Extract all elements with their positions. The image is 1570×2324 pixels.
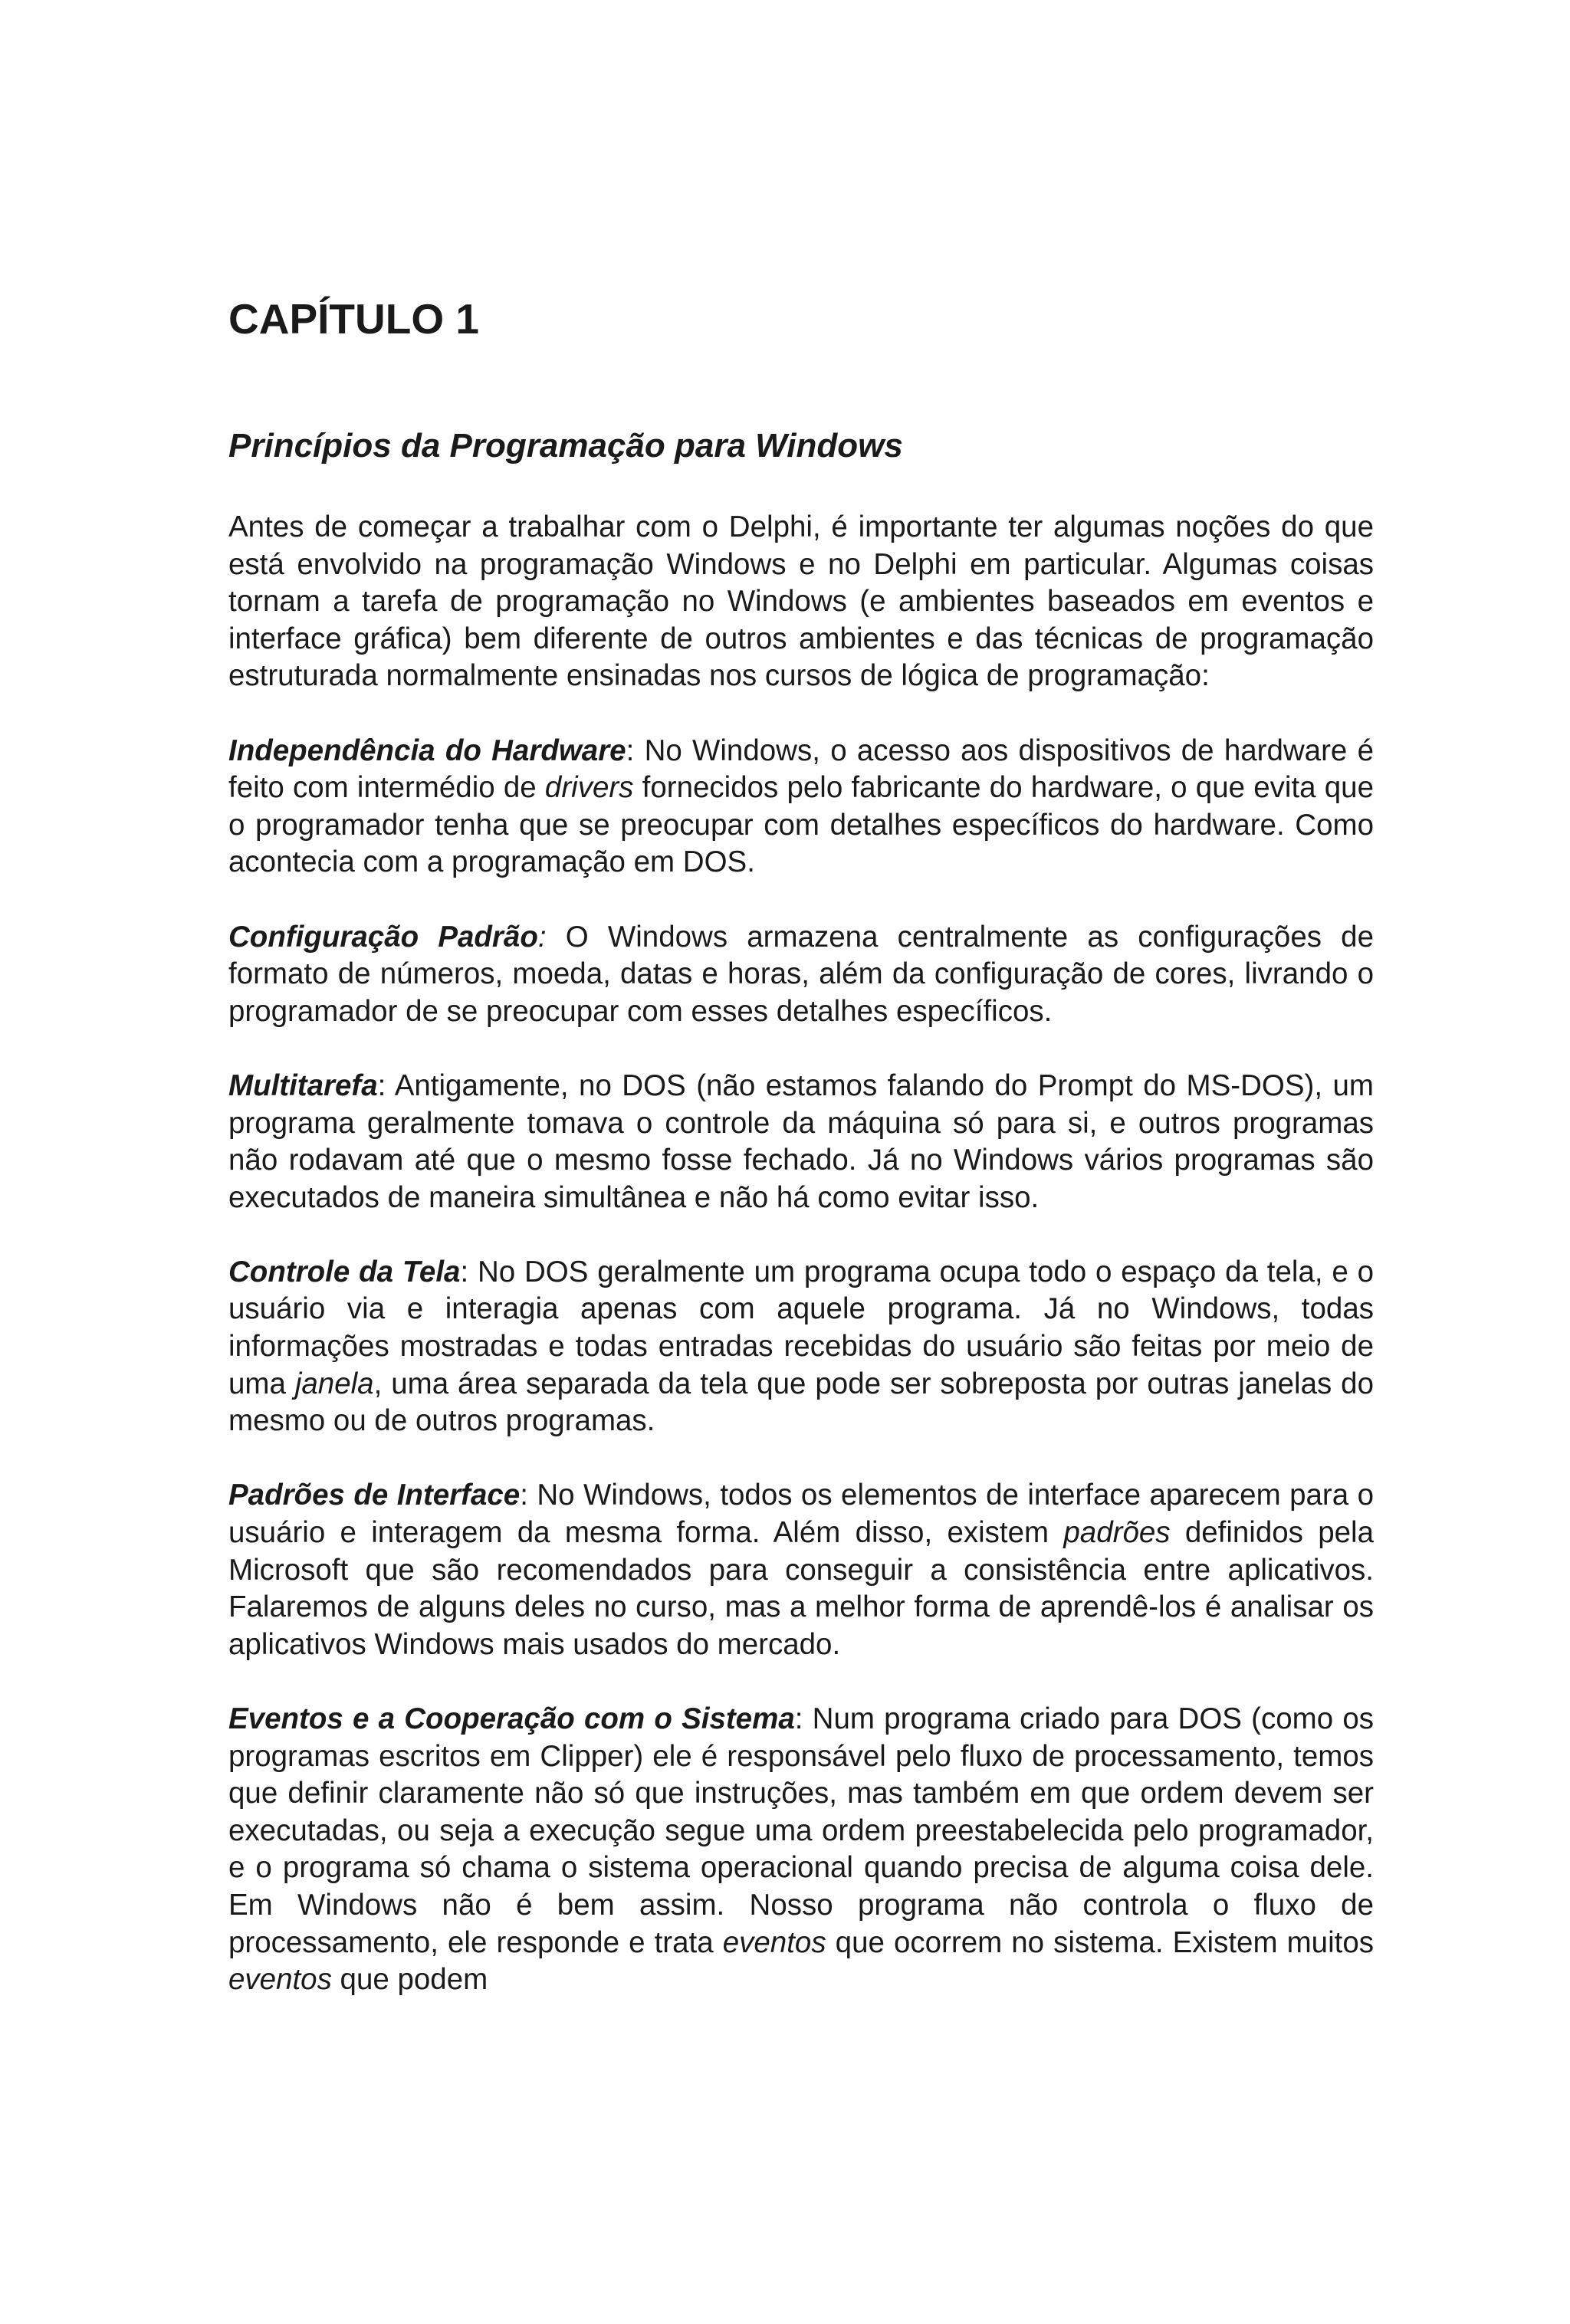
emphasis-drivers: drivers — [544, 771, 634, 805]
term-configuracao-padrao: Configuração Padrão — [228, 920, 538, 954]
paragraph-text: No Windows, o acesso aos dispositivos de hardware é feito com intermédio de — [228, 734, 1375, 805]
paragraph-controle-tela — [228, 1254, 1374, 1440]
intro-paragraph: Antes de começar a trabalhar com o Delphi, é importante ter algumas noções do que está envolvido na programação Windows e no Delphi em particular. Algumas coisas tornam a tarefa de programação no Windows (e ambientes baseados em eventos e interface gráfica) bem diferente de outros ambientes e das técnicas de programação estruturada normalmente ensinadas nos cursos de lógica de programação: — [228, 510, 1374, 693]
chapter-title: CAPÍTULO 1 — [228, 295, 479, 343]
paragraph-text: Antigamente, no DOS (não estamos falando do Prompt do MS-DOS), um programa geralmente tomava o controle da máquina só para si, e outros programas não rodavam até que o mesmo fosse fechado. Já no Windows vários programas são executados de maneira simultânea e não há como evitar isso. — [228, 1068, 1374, 1214]
emphasis-padroes: padrões — [1063, 1516, 1171, 1550]
term-separator: : — [794, 1702, 803, 1735]
section-title: Princípios da Programação para Windows — [228, 427, 903, 464]
paragraph-text: No DOS geralmente um programa ocupa todo o espaço da tela, e o usuário via e interagia apenas com aquele programa. Já no Windows, todas informações mostradas e todas entradas recebidas do usuário são feitas por meio de uma — [228, 1255, 1375, 1400]
emphasis-janela: janela — [294, 1367, 374, 1400]
paragraph-text: , uma área separada da tela que pode ser sobreposta por outras janelas do mesmo ou de outros programas. — [228, 1367, 1374, 1438]
paragraph-independencia-hardware — [228, 733, 1374, 881]
paragraph-configuracao-padrao — [228, 919, 1374, 1031]
paragraph-text: Num programa criado para DOS (como os programas escritos em Clipper) ele é responsável pelo fluxo de processamento, temos que definir claramente não só que instruções, mas também em que ordem devem ser executadas, ou seja a execução segue uma ordem preestabelecida pelo programador, e o programa só chama o sistema operacional quando precisa de alguma coisa dele. Em Windows não é bem assim. Nosso programa não controla o fluxo de processamento, ele responde e trata — [228, 1702, 1375, 1959]
paragraph-eventos-cooperacao — [228, 1701, 1374, 1999]
term-separator: : — [520, 1479, 528, 1512]
paragraph-text: fornecidos pelo fabricante do hardware, o que evita que o programador tenha que se preocupar com detalhes específicos do hardware. Como acontecia com a programação em DOS. — [228, 771, 1374, 879]
paragraph-text: definidos pela Microsoft que são recomendados para conseguir a consistência entre aplicativos. Falaremos de alguns deles no curso, mas a melhor forma de aprendê-los é analisar os aplicativos Windows mais usados do mercado. — [228, 1516, 1374, 1661]
paragraph-multitarefa — [228, 1068, 1374, 1216]
term-separator: : — [377, 1068, 386, 1102]
paragraph-text: No Windows, todos os elementos de interface aparecem para o usuário e interagem da mesma forma. Além disso, existem — [228, 1479, 1374, 1550]
term-independencia-hardware: Independência do Hardware — [228, 734, 626, 767]
term-multitarefa: Multitarefa — [228, 1068, 378, 1102]
emphasis-eventos: eventos — [722, 1925, 826, 1959]
term-separator: : — [537, 920, 547, 954]
paragraph-text: O Windows armazena centralmente as configurações de formato de números, moeda, datas e horas, além da configuração de cores, livrando o programador de se preocupar com esses detalhes específicos. — [228, 920, 1374, 1028]
paragraph-padroes-interface — [228, 1477, 1374, 1663]
term-padroes-interface: Padrões de Interface — [228, 1479, 521, 1512]
term-separator: : — [626, 734, 635, 767]
document-page — [228, 291, 1374, 2036]
paragraph-text: que ocorrem no sistema. Existem muitos — [826, 1925, 1374, 1959]
emphasis-eventos: eventos — [228, 1963, 332, 1997]
term-separator: : — [460, 1255, 469, 1288]
term-eventos-cooperacao: Eventos e a Cooperação com o Sistema — [228, 1702, 795, 1735]
term-controle-tela: Controle da Tela — [228, 1255, 461, 1288]
paragraph-text: que podem — [331, 1963, 488, 1997]
